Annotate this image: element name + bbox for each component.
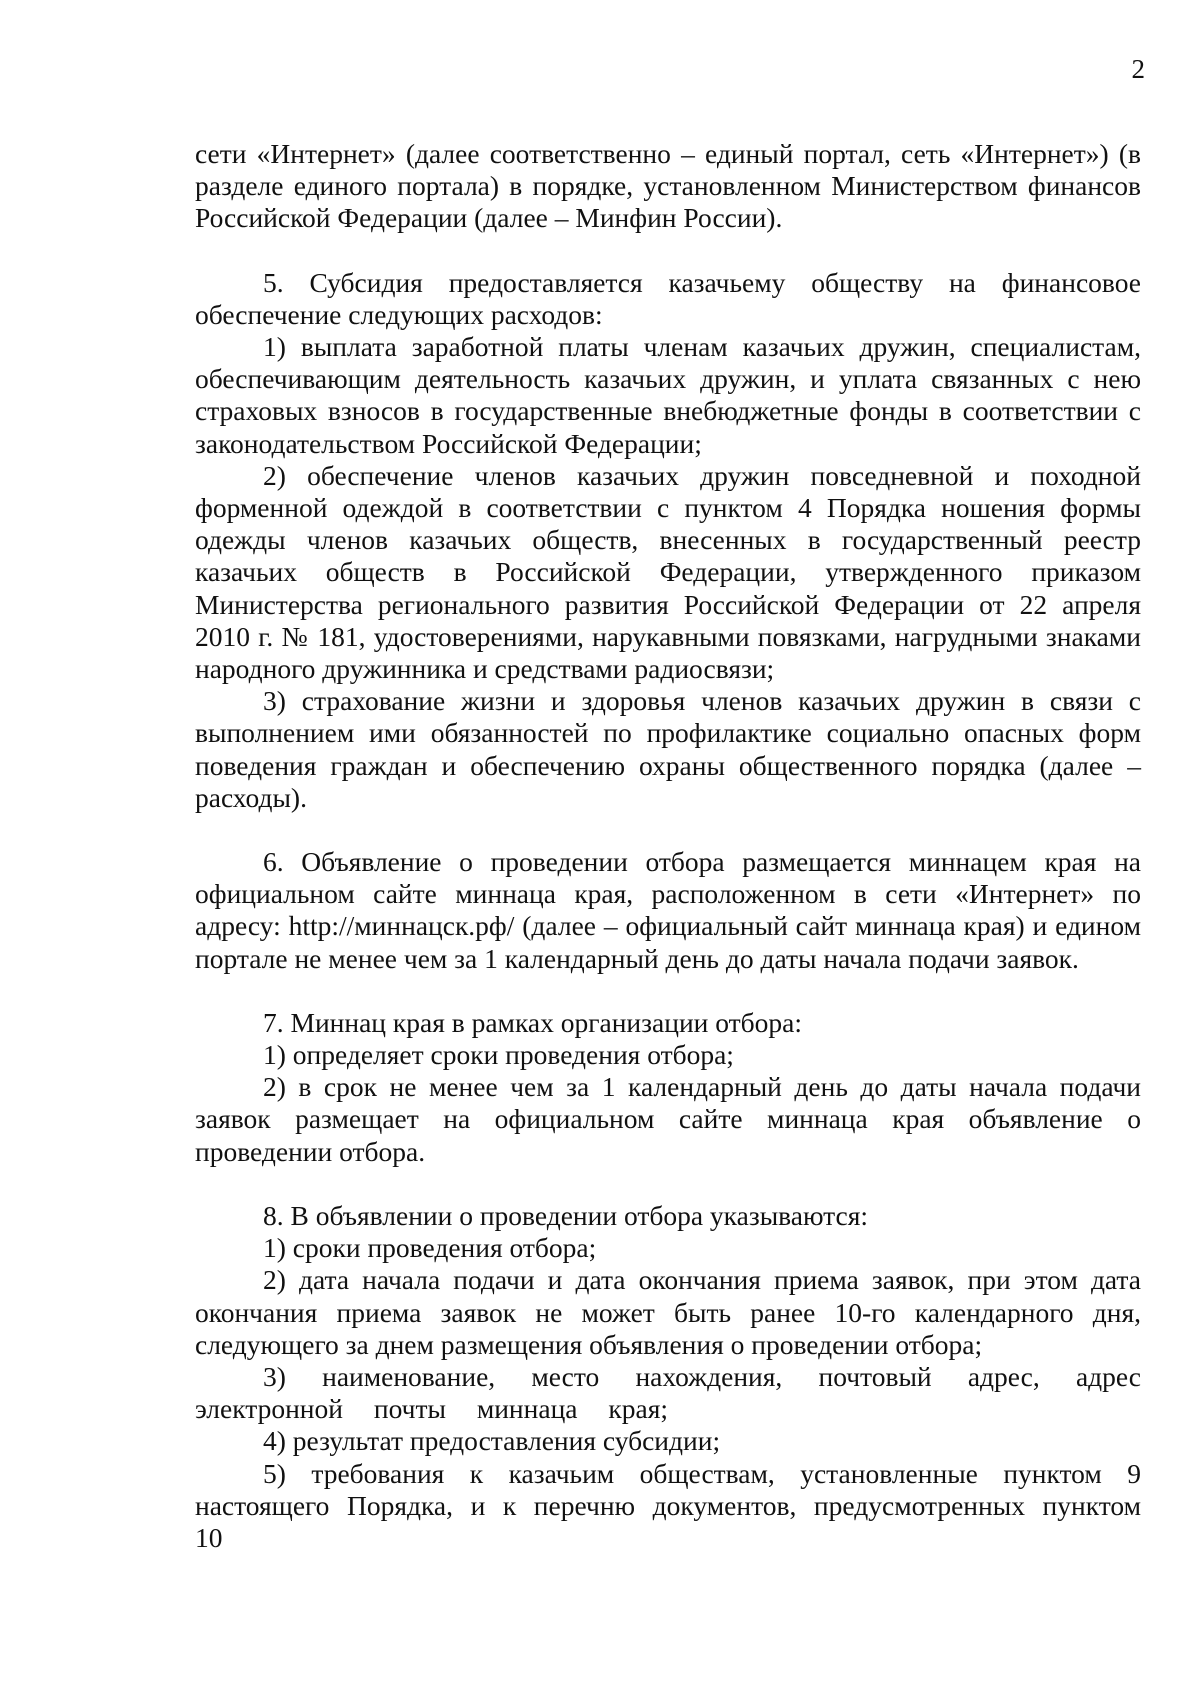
paragraph-clause-8-item-1: 1) сроки проведения отбора; [263,1232,597,1264]
paragraph-clause-7: 7. Миннац края в рамках организации отбора: [263,1006,802,1038]
paragraph-clause-5-item-3: 3) страхование жизни и здоровья членов казачьих дружин в связи с выполнением ими обязанностей по профилактике социально опасных форм поведения граждан и обеспечению охраны общественного порядка (далее – расходы). [195,685,1141,813]
paragraph-clause-8-item-2: 2) дата начала подачи и дата окончания приема заявок, при этом дата окончания приема заявок не может быть ранее 10-го календарного дня, следующего за днем размещения объявления о проведении отбора; [195,1264,1141,1360]
paragraph-clause-8-item-3: 3) наименование, место нахождения, почтовый адрес, адрес электронной почты миннаца края; [195,1360,1141,1425]
paragraph-continuation: сети «Интернет» (далее соответственно – единый портал, сеть «Интернет») (в разделе единого портала) в порядке, установленном Министерством финансов Российской Федерации (далее – Минфин России). [195,138,1141,234]
paragraph-clause-7-item-2: 2) в срок не менее чем за 1 календарный день до даты начала подачи заявок размещает на официальном сайте миннаца края объявление о проведении отбора. [195,1071,1141,1167]
paragraph-clause-8: 8. В объявлении о проведении отбора указываются: [263,1199,869,1231]
paragraph-clause-5-item-2: 2) обеспечение членов казачьих дружин повседневной и походной форменной одеждой в соответствии с пунктом 4 Порядка ношения формы одежды членов казачьих обществ, внесенных в государственный реестр казачьих обществ в Российской Федерации, утвержденного приказом Министерства регионального развития Российской Федерации от 22 апреля 2010 г. № 181, удостоверениями, нарукавными повязками, нагрудными знаками народного дружинника и средствами радиосвязи; [195,459,1141,685]
paragraph-clause-7-item-1: 1) определяет сроки проведения отбора; [263,1039,734,1071]
page-number: 2 [1131,54,1145,84]
document-body [195,138,1141,1554]
paragraph-clause-8-item-5: 5) требования к казачьим обществам, установленные пунктом 9 настоящего Порядка, и к перечню документов, предусмотренных пунктом 10 [195,1457,1141,1553]
paragraph-clause-5-item-1: 1) выплата заработной платы членам казачьих дружин, специалистам, обеспечивающим деятельность казачьих дружин, и уплата связанных с нею страховых взносов в государственные внебюджетные фонды в соответствии с законодательством Российской Федерации; [195,331,1141,459]
paragraph-clause-6: 6. Объявление о проведении отбора размещается миннацем края на официальном сайте миннаца края, расположенном в сети «Интернет» по адресу: http://миннацск.рф/ (далее – официальный сайт миннаца края) и едином портале не менее чем за 1 календарный день до даты начала подачи заявок. [195,846,1141,974]
paragraph-clause-8-item-4: 4) результат предоставления субсидии; [263,1425,721,1457]
paragraph-clause-5: 5. Субсидия предоставляется казачьему обществу на финансовое обеспечение следующих расходов: [195,266,1141,330]
